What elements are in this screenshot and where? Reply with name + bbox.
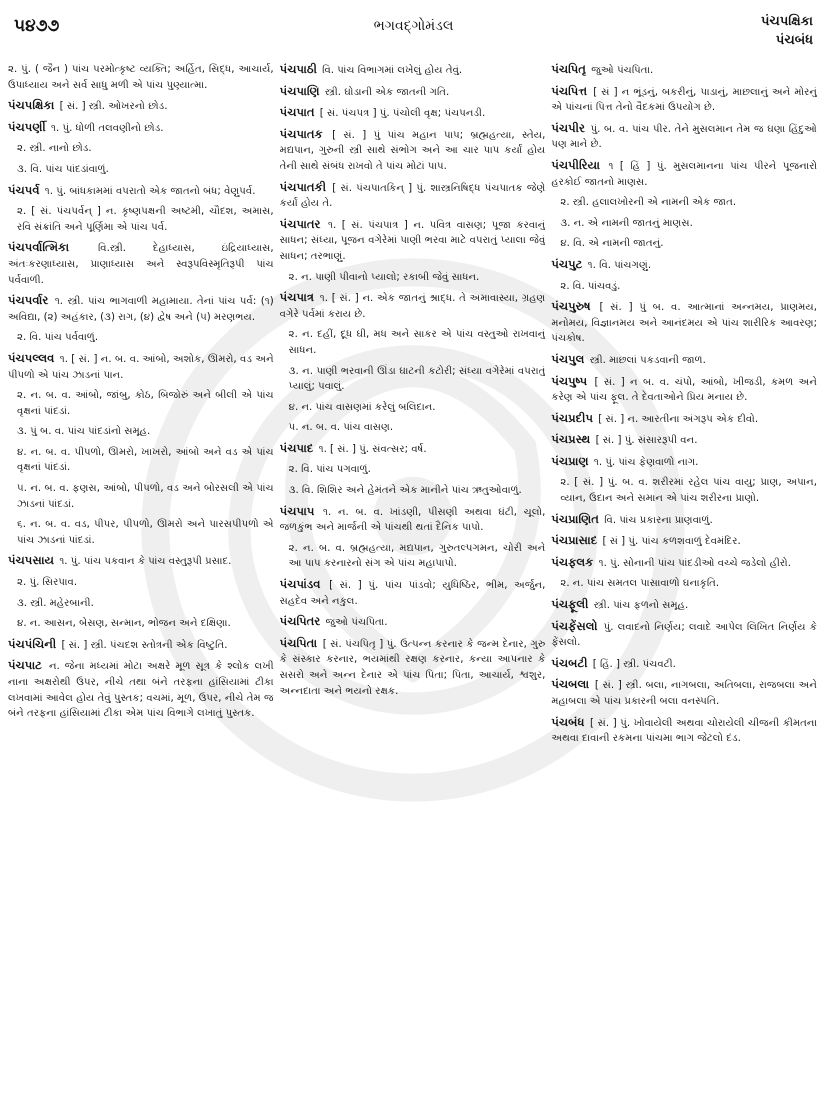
dictionary-entry bbox=[551, 279, 817, 295]
entry-definition: ૪. ન. પાંચ વાસણમાં કરેલું બલિદાન. bbox=[288, 401, 436, 413]
dictionary-entry bbox=[280, 504, 546, 536]
dictionary-entry bbox=[551, 677, 817, 709]
dictionary-entry bbox=[8, 481, 274, 512]
entry-definition: ૧. [ સં. ] ન. એક જાતનું શ્રાદ્ધ. તે અમાવાસ્યા, ગ્રહણ વગેરે પર્વમાં કરાય છે. bbox=[279, 293, 546, 320]
guide-words bbox=[761, 12, 813, 50]
dictionary-entry bbox=[280, 127, 546, 175]
entry-headword: પંચપર્વાર bbox=[8, 293, 49, 308]
entry-definition: [ સં. પંચપિતૃ ] પું. ઉત્પન્ન કરનાર કે જન્મ દેનાર, ગુરુ કે સંસ્કાર કરનાર, ભયમાંથી રક્ષણ કરનાર, કન્યા આપનાર કે સસરો અને અન્ન દેનાર એ પાંચ પિતા; પિતા, આચાર્ય, શ્વશુર, અન્નદાતા અને ભયનો રક્ષક. bbox=[279, 638, 546, 697]
entry-headword: પંચફલક bbox=[551, 554, 594, 569]
entry-definition: ૪. વિ. એ નામની જાતનું. bbox=[560, 238, 664, 250]
dictionary-entry bbox=[551, 84, 817, 116]
dictionary-entry bbox=[8, 445, 274, 476]
dictionary-entry bbox=[280, 105, 546, 122]
dictionary-entry bbox=[8, 616, 274, 632]
dictionary-entry bbox=[551, 62, 817, 79]
dictionary-entry bbox=[8, 351, 274, 383]
entry-definition: પું. લવાદનો નિર્ણય; લવાદે આપેલ લિખિત નિર્ણય કે ફેંસલો. bbox=[551, 621, 818, 649]
entry-headword: પંચપાપ bbox=[279, 503, 315, 518]
entry-definition: ૧. સ્ત્રી. પાંચ ભાગવાળી મહામાયા. તેનાં પાંચ પર્વ: (૧) અવિદ્યા, (૨) અહંકાર, (૩) રાગ, (૪) દ્વેષ અને (૫) મરણભય. bbox=[8, 296, 274, 323]
dictionary-entry bbox=[551, 158, 817, 190]
entry-headword: પંચપસાય bbox=[8, 553, 55, 568]
entry-headword: પંચપલ્લવ bbox=[8, 350, 55, 365]
dictionary-entry bbox=[280, 217, 546, 265]
dictionary-entry bbox=[551, 715, 817, 747]
entry-definition: ૨. વિ. પાંચ પર્વવાળું. bbox=[17, 332, 99, 344]
entry-headword: પંચપુટ bbox=[551, 256, 583, 271]
dictionary-entry bbox=[280, 541, 546, 572]
dictionary-entry bbox=[551, 299, 817, 347]
entry-headword: પંચપિતર bbox=[279, 614, 321, 629]
entry-headword: પંચપ્રાસાદ bbox=[551, 533, 598, 548]
dictionary-entry bbox=[551, 533, 817, 550]
guide-word-last: પંચબંધ bbox=[775, 33, 813, 48]
entry-headword: પંચપુષ્પ bbox=[551, 373, 588, 388]
dictionary-entry bbox=[280, 270, 546, 286]
entry-headword: પંચપાંડવ bbox=[279, 577, 321, 592]
entry-definition: [ સં. ] ન. આરતીના અંગરૂપ એક દીવો. bbox=[598, 413, 759, 425]
dictionary-entry bbox=[551, 257, 817, 274]
entry-definition: વિ.સ્ત્રી. દેહાધ્યાસ, ઇંદ્રિયાધ્યાસ, અંતઃકરણાધ્યાસ, પ્રાણાધ્યાસ અને સ્વરૂપવિસ્મૃતિરૂપી પાંચ પર્વવાળી. bbox=[8, 243, 274, 286]
entry-definition: ૨. સ્ત્રી. હલાલખોરની એ નામની એક જાત. bbox=[560, 197, 737, 209]
dictionary-entry bbox=[8, 293, 274, 325]
dictionary-entry bbox=[280, 483, 546, 499]
entry-definition: જુઓ પંચપિતા. bbox=[591, 65, 654, 76]
entry-headword: પંચપ્રસ્થ bbox=[551, 432, 591, 447]
entry-headword: પંચપાઠી bbox=[279, 62, 317, 76]
entry-definition: ૧. [ સં. ] પું. સંવત્સર; વર્ષ. bbox=[318, 443, 427, 455]
entry-definition: પું. બ. વ. પાંચ પીર. તેને મુસલમાન તેમ જ ઘણા હિંદુઓ પણ માને છે. bbox=[551, 123, 818, 151]
entry-definition: ૬. ન. બ. વ. વડ, પીપર, પીપળો, ઊમરો અને પારસપીપળો એ પાંચ ઝાડનાં પાંદડાં. bbox=[17, 519, 274, 546]
dictionary-entry bbox=[8, 517, 274, 548]
entry-definition: ૩. પું બ. વ. પાંચ પાંદડાંનો સમૂહ. bbox=[17, 426, 151, 438]
entry-definition: સ્ત્રી. પાંચ ફળનો સમૂહ. bbox=[593, 600, 689, 612]
column-1 bbox=[8, 62, 274, 1091]
entry-definition: ૪. ન. બ. વ. પીપળો, ઊમરો, ખાખરો, આંબો અને વડ એ પાંચ વૃક્ષનાં પાંદડાં. bbox=[17, 446, 274, 474]
dictionary-entry bbox=[551, 619, 817, 651]
entry-definition: [ સં. ] સ્ત્રી. ઓખરનો છોડ. bbox=[59, 101, 168, 113]
entry-definition: વિ. પાંચ પ્રકારના પ્રાણવાળું. bbox=[604, 514, 713, 526]
entry-definition: ૫. ન. બ. વ. ફણસ, આંબો, પીપળો, વડ અને બોરસલી એ પાંચ ઝાડનાં પાંદડાં. bbox=[17, 483, 274, 510]
entry-definition: ૨. ન. બ. વ. બ્રહ્મહત્યા, મદ્યપાન, ગુરુતલ્પગમન, ચોરી અને આ પાપ કરનારનો સંગ એ પાંચ મહાપાપો. bbox=[288, 542, 546, 570]
dictionary-entry bbox=[8, 575, 274, 591]
dictionary-entry bbox=[8, 120, 274, 137]
entry-definition: સ્ત્રી. માછલાં પકડવાની જાળ. bbox=[589, 354, 706, 366]
entry-definition: [ સં. ] પું પાંચ મહાન પાપ; બ્રહ્મહત્યા, સ્તેય, મદ્યપાન, ગુરુની સ્ત્રી સાથે સંભોગ અને આ ચાર પાપ કર્યાં હોય તેની સાથે સંબંધ રાખવો તે પાંચ મોટાં પાપ. bbox=[279, 129, 546, 172]
entry-definition: જુઓ પંચપિતા. bbox=[325, 617, 388, 629]
entry-definition: ૧. [ સં. પંચપાત્ર ] ન. પવિત્ર વાસણ; પૂજા કરવાનું સાધન; સંધ્યા, પૂજન વગેરેમાં પાણી ભરવા માટે વપરાતું પ્યાલા જેવું સાધન; તરભાણું. bbox=[279, 219, 546, 262]
entry-definition: ૨. વિ. પાંચ પગવાળું. bbox=[288, 464, 371, 476]
dictionary-entry bbox=[551, 656, 817, 673]
entry-definition: વિ. પાંચ વિભાગમાં લખેલું હોય તેવું. bbox=[322, 65, 463, 76]
entry-definition: ૫. ન. બ. વ. પાંચ વાસણ. bbox=[288, 422, 394, 434]
dictionary-entry bbox=[551, 432, 817, 449]
entry-headword: પંચપંચિની bbox=[8, 636, 57, 651]
entry-definition: ૨. [ સં. પંચપર્વન્ ] ન. કૃષ્ણપક્ષની અષ્ટમી, ચૌદશ, અમાસ, રવિ સંક્રાંતિ અને પૂર્ણિમા એ પાંચ પર્વ. bbox=[17, 206, 274, 233]
entry-headword: પંચપ્રદીપ bbox=[551, 410, 593, 425]
dictionary-entry bbox=[8, 658, 274, 721]
entry-headword: પંચપુરુષ bbox=[551, 299, 591, 314]
entry-definition: [ સં ] પું. પાંચ કળશવાળું દેવમંદિર. bbox=[602, 536, 741, 548]
dictionary-entry bbox=[280, 462, 546, 478]
entry-headword: પંચપર્વાત્મિકા bbox=[8, 240, 70, 255]
dictionary-entry bbox=[280, 420, 546, 436]
dictionary-entry bbox=[8, 240, 274, 288]
entry-headword: પંચપિતૃ bbox=[551, 62, 586, 76]
entry-definition: ૨. સ્ત્રી. નાનો છોડ. bbox=[17, 143, 92, 155]
entry-definition: ૧. પું. પાંચ પકવાન કે પાંચ વસ્તુરૂપી પ્રસાદ. bbox=[59, 556, 232, 568]
entry-definition: ૧. પું. બાંધકામમાં વપરાતો એક જાતનો બંધ; વેણુપર્વ. bbox=[44, 185, 256, 197]
entry-definition: સ્ત્રી. ઘોડાની એક જાતની ગતિ. bbox=[324, 86, 450, 98]
dictionary-entry bbox=[280, 62, 546, 79]
entry-definition: ૧. વિ. પાંચગણું. bbox=[587, 259, 652, 271]
dictionary-entry bbox=[551, 576, 817, 592]
entry-definition: ૩. વિ. પાંચ પાંદડાંવાળું. bbox=[17, 163, 109, 175]
entry-definition: [ સં. ] ન બ. વ. ચંપો, આંબો, ખીજડી, કમળ અને કરેણ એ પાંચ ફૂલ. તે દેવતાઓને પ્રિય મનાય છે. bbox=[551, 376, 818, 404]
entry-headword: પંચપાતક bbox=[279, 126, 323, 141]
dictionary-entry bbox=[551, 454, 817, 471]
dictionary-entry bbox=[280, 84, 546, 101]
entry-definition: ન. જેના મધ્યમાં મોટા અક્ષરે મૂળ સૂત્ર કે શ્લોક લખી નાના અક્ષરોથી ઉપર, નીચે તથા બંને તરફના હાંસિયામાં ટીકા લખવામાં આવેલ હોય તેવું પુસ્તક; વચમાં, મૂળ, ઉપર, નીચે તેમ જ બંને તરફના હાંસિયામાં ટીકા એમ પાંચ વિભાગે લખાતું પુસ્તક. bbox=[8, 661, 274, 720]
entry-headword: પંચપાત bbox=[279, 105, 315, 120]
dictionary-entry bbox=[551, 374, 817, 406]
book-title: ભગવદ્ગોમંડલ bbox=[373, 18, 454, 34]
entry-definition: ૨. પું. સિરપાવ. bbox=[17, 577, 78, 589]
dictionary-entry bbox=[551, 475, 817, 506]
entry-headword: પંચપિતા bbox=[279, 635, 318, 650]
entry-definition: [ હિં. ] સ્ત્રી. પંચવટી. bbox=[592, 658, 676, 670]
dictionary-entry bbox=[551, 236, 817, 252]
dictionary-entry bbox=[280, 290, 546, 322]
dictionary-entry bbox=[280, 364, 546, 395]
dictionary-entry bbox=[280, 577, 546, 609]
page-header bbox=[14, 8, 813, 64]
entry-headword: પંચપીરિયા bbox=[551, 157, 600, 172]
entry-headword: પંચફૂલી bbox=[551, 597, 589, 612]
dictionary-entry bbox=[8, 162, 274, 178]
entry-headword: પંચપર્વ bbox=[8, 182, 40, 197]
entry-headword: પંચપ્રાણ bbox=[551, 453, 589, 468]
dictionary-entry bbox=[551, 512, 817, 529]
dictionary-entry bbox=[8, 183, 274, 200]
dictionary-entry bbox=[551, 555, 817, 572]
dictionary-entry bbox=[551, 195, 817, 211]
entry-definition: ૨. વિ. પાંચવડું. bbox=[560, 280, 621, 292]
column-3 bbox=[551, 62, 817, 1091]
entry-definition: [ સં. ] પું બ. વ. આત્માનાં અન્નમય, પ્રાણમય, મનોમય, વિજ્ઞાનમય અને આનંદમય એ પાંચ શારીરિક આવરણ; પંચકોષ. bbox=[551, 302, 818, 345]
column-2 bbox=[280, 62, 546, 1091]
dictionary-entry bbox=[551, 411, 817, 428]
guide-word-first: પંચપક્ષિકા bbox=[760, 14, 813, 29]
dictionary-entry bbox=[8, 596, 274, 612]
dictionary-entry bbox=[8, 98, 274, 115]
entry-headword: પંચપાટ bbox=[8, 658, 42, 673]
entry-headword: પંચફેંસલો bbox=[551, 618, 598, 633]
entry-definition: ૧ [ હિં ] પું. મુસલમાનના પાંચ પીરને પૂજનારો હરકોઈ જાતનો માણસ. bbox=[551, 160, 818, 188]
entry-definition: [ સં ] ન ભૂંડનું, બકરીનું, પાડાનું, માછલાનું અને મોરનું એ પાંચનાં પિત્ત તેનો વૈદકમાં ઉપયોગ છે. bbox=[551, 86, 818, 114]
entry-headword: પંચપાતકી bbox=[279, 179, 327, 194]
entry-definition: ૧. [ સં. ] ન. બ. વ. આંબો, અશોક, ઊમરો, વડ અને પીપળો એ પાંચ ઝાડનાં પાન. bbox=[8, 353, 274, 381]
dictionary-entry bbox=[551, 597, 817, 614]
dictionary-entry bbox=[280, 614, 546, 631]
entry-headword: પંચપુલ bbox=[551, 351, 585, 366]
entry-definition: ૨. ન. પાણી પીવાનો પ્યાલો; રકાબી જેવું સાધન. bbox=[288, 271, 480, 283]
dictionary-entry bbox=[8, 388, 274, 419]
entry-definition: ૧. ન. બ. વ. ખાંડણી, પીસણી અથવા ઘંટી, ચૂલો, જળકુંભ અને માર્જની એ પાંચથી થતાં દૈનિક પાપો. bbox=[279, 506, 546, 534]
entry-definition: ૪. ન. આસન, બેસણ, સન્માન, ભોજન અને દક્ષિણા. bbox=[17, 618, 231, 630]
dictionary-entry bbox=[280, 441, 546, 458]
entry-definition: ૧. પું. ધોળી તલવણીનો છોડ. bbox=[51, 122, 164, 134]
entry-definition: ૧. પું. સોનાની પાંચ પાંદડીઓ વચ્ચે જડેલો હીરો. bbox=[598, 557, 791, 569]
entry-definition: ૨. ન. પાંચ સમતલ પાસાવાળો ઘનાકૃતિ. bbox=[560, 578, 720, 590]
entry-definition: [ સં. પંચપત્ર ] પું. પંચોલી વૃક્ષ; પંચપનડી. bbox=[319, 108, 486, 120]
entry-headword: પંચપ્રાણિત bbox=[551, 511, 599, 526]
dictionary-entry bbox=[8, 330, 274, 346]
entry-headword: પંચપર્ણી bbox=[8, 119, 46, 134]
entry-headword: પંચપાદ bbox=[279, 440, 314, 455]
entry-headword: પંચબલા bbox=[551, 677, 590, 692]
dictionary-entry bbox=[8, 204, 274, 235]
entry-definition: [ સં. ] પું. સંસારરૂપી વન. bbox=[595, 435, 698, 447]
entry-definition: ૩. ન. પાણી ભરવાની ઊંડા ઘાટની કટોરી; સંધ્યા વગેરેમાં વપરાતું પ્યાલું; પવાલું. bbox=[288, 365, 546, 393]
entry-definition: ૩. ન. એ નામની જાતનું માણસ. bbox=[560, 217, 693, 229]
entry-definition: ૨. [ સં. ] પું. બ. વ. શરીરમાં રહેલ પાંચ વાયુ; પ્રાણ, અપાન, વ્યાન, ઉદાન અને સમાન એ પાંચ શરીરના પ્રાણો. bbox=[560, 477, 818, 505]
dictionary-entry bbox=[8, 424, 274, 440]
entry-definition: ૩. વિ. શિશિર અને હેમંતને એક માનીને પાંચ ઋતુઓવાળું. bbox=[288, 485, 522, 497]
entry-headword: પંચપિત્ત bbox=[551, 83, 588, 98]
dictionary-entry bbox=[551, 121, 817, 153]
entry-headword: પંચપાત્ર bbox=[279, 290, 314, 305]
entry-definition: [ સં. ] સ્ત્રી. બલા, નાગબલા, અતિબલા, રાજબલા અને મહાબલા એ પાંચ પ્રકારની બલા વનસ્પતિ. bbox=[551, 680, 818, 707]
entry-headword: પંચપાતર bbox=[279, 216, 321, 231]
entry-definition: ૨. ન. દહીં, દૂધ ઘી, મધ અને સાકર એ પાંચ વસ્તુઓ રાખવાનું સાધન. bbox=[288, 329, 546, 356]
dictionary-entry bbox=[8, 553, 274, 570]
entry-headword: પંચપક્ષિકા bbox=[8, 98, 55, 113]
entry-definition: [ સં. ] પું. પાંચ પાંડવો; યુધિષ્ઠિર, ભીમ, અર્જુન, સહદેવ અને નકુલ. bbox=[279, 580, 546, 607]
entry-definition: [ સં. ] પું. ખોવાયેલી અથવા ચોરાયેલી ચીજની કીમતના અથવા દાવાની રકમના પાંચમા ભાગ જેટલો દંડ. bbox=[551, 717, 818, 745]
dictionary-entry bbox=[8, 62, 274, 93]
entry-definition: [ સં. ] સ્ત્રી. પંચદશ સ્તોત્રની એક વિષ્ટુતિ. bbox=[61, 639, 228, 651]
entry-headword: પંચપીર bbox=[551, 120, 585, 135]
entry-headword: પંચબટી bbox=[551, 655, 588, 670]
entry-definition: ૧. પું. પાંચ ફેણવાળો નાગ. bbox=[593, 456, 699, 468]
dictionary-entry bbox=[8, 637, 274, 654]
dictionary-columns bbox=[8, 62, 817, 1091]
entry-definition: [ સં. પંચપાતકિન્ ] પું. શાસ્ત્રનિષિદ્ધ પંચપાતક જેણે કર્યાં હોય તે. bbox=[279, 182, 546, 210]
entry-headword: પંચબંધ bbox=[551, 714, 585, 729]
entry-definition: ૩. સ્ત્રી. મહેરબાની. bbox=[17, 597, 94, 609]
dictionary-entry bbox=[8, 141, 274, 157]
page-number: ૫૪૭૭ bbox=[14, 16, 60, 36]
dictionary-entry bbox=[280, 180, 546, 212]
entry-definition: ૨. પું. ( જૈન ) પાંચ પરમોત્કૃષ્ટ વ્યક્તિ; અર્હિત, સિદ્ધ, આચાર્ય, ઉપાધ્યાય અને સર્વ સાધુ મળી એ પાંચ પુણ્યાત્મા. bbox=[8, 64, 274, 91]
entry-headword: પંચપાણિ bbox=[279, 83, 320, 98]
dictionary-entry bbox=[280, 327, 546, 358]
dictionary-entry bbox=[551, 352, 817, 369]
dictionary-entry bbox=[551, 216, 817, 232]
entry-definition: ૨. ન. બ. વ. આંબો, જાંબુ, કોઠ, બિજોરું અને બીલી એ પાંચ વૃક્ષનાં પાંદડાં. bbox=[17, 390, 274, 417]
dictionary-entry bbox=[280, 400, 546, 416]
dictionary-entry bbox=[280, 636, 546, 699]
